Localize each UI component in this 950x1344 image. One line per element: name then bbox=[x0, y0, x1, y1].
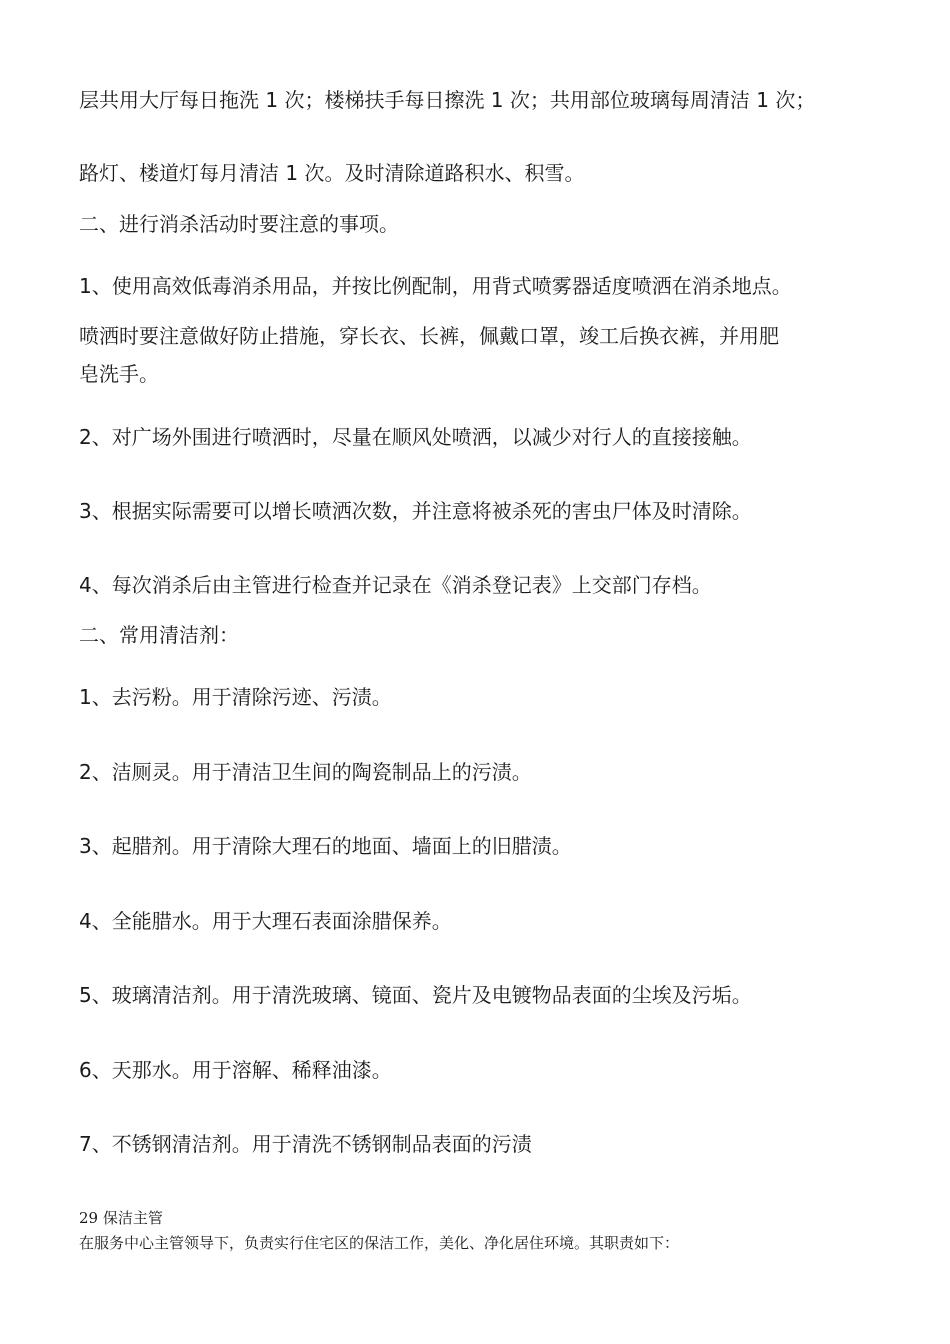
list-item: 7、不锈钢清洁剂。用于清洗不锈钢制品表面的污渍 bbox=[79, 1132, 532, 1156]
paragraph-line: 层共用大厅每日拖洗 1 次；楼梯扶手每日擦洗 1 次；共用部位玻璃每周清洁 1 次； bbox=[79, 88, 816, 112]
list-item: 6、天那水。用于溶解、稀释油漆。 bbox=[79, 1058, 392, 1082]
list-item: 2、洁厕灵。用于清洁卫生间的陶瓷制品上的污渍。 bbox=[79, 760, 532, 784]
footer-text: 在服务中心主管领导下，负责实行住宅区的保洁工作，美化、净化居住环境。其职责如下： bbox=[79, 1234, 680, 1252]
list-item: 1、使用高效低毒消杀用品，并按比例配制，用背式喷雾器适度喷洒在消杀地点。 bbox=[79, 274, 792, 298]
paragraph-line: 皂洗手。 bbox=[79, 362, 159, 386]
list-item: 4、全能腊水。用于大理石表面涂腊保养。 bbox=[79, 909, 452, 933]
section-heading: 二、进行消杀活动时要注意的事项。 bbox=[79, 212, 399, 236]
list-item: 1、去污粉。用于清除污迹、污渍。 bbox=[79, 685, 392, 709]
paragraph-line: 喷洒时要注意做好防止措施，穿长衣、长裤，佩戴口罩，竣工后换衣裤，并用肥 bbox=[79, 324, 779, 348]
paragraph-line: 路灯、楼道灯每月清洁 1 次。及时清除道路积水、积雪。 bbox=[79, 161, 585, 185]
list-item: 3、根据实际需要可以增长喷洒次数，并注意将被杀死的害虫尸体及时清除。 bbox=[79, 499, 752, 523]
list-item: 4、每次消杀后由主管进行检查并记录在《消杀登记表》上交部门存档。 bbox=[79, 573, 712, 597]
list-item: 5、玻璃清洁剂。用于清洗玻璃、镜面、瓷片及电镀物品表面的尘埃及污垢。 bbox=[79, 983, 752, 1007]
footer-heading: 29 保洁主管 bbox=[79, 1209, 163, 1227]
list-item: 3、起腊剂。用于清除大理石的地面、墙面上的旧腊渍。 bbox=[79, 834, 572, 858]
section-heading: 二、常用清洁剂： bbox=[79, 623, 239, 647]
list-item: 2、对广场外围进行喷洒时，尽量在顺风处喷洒，以减少对行人的直接接触。 bbox=[79, 425, 752, 449]
